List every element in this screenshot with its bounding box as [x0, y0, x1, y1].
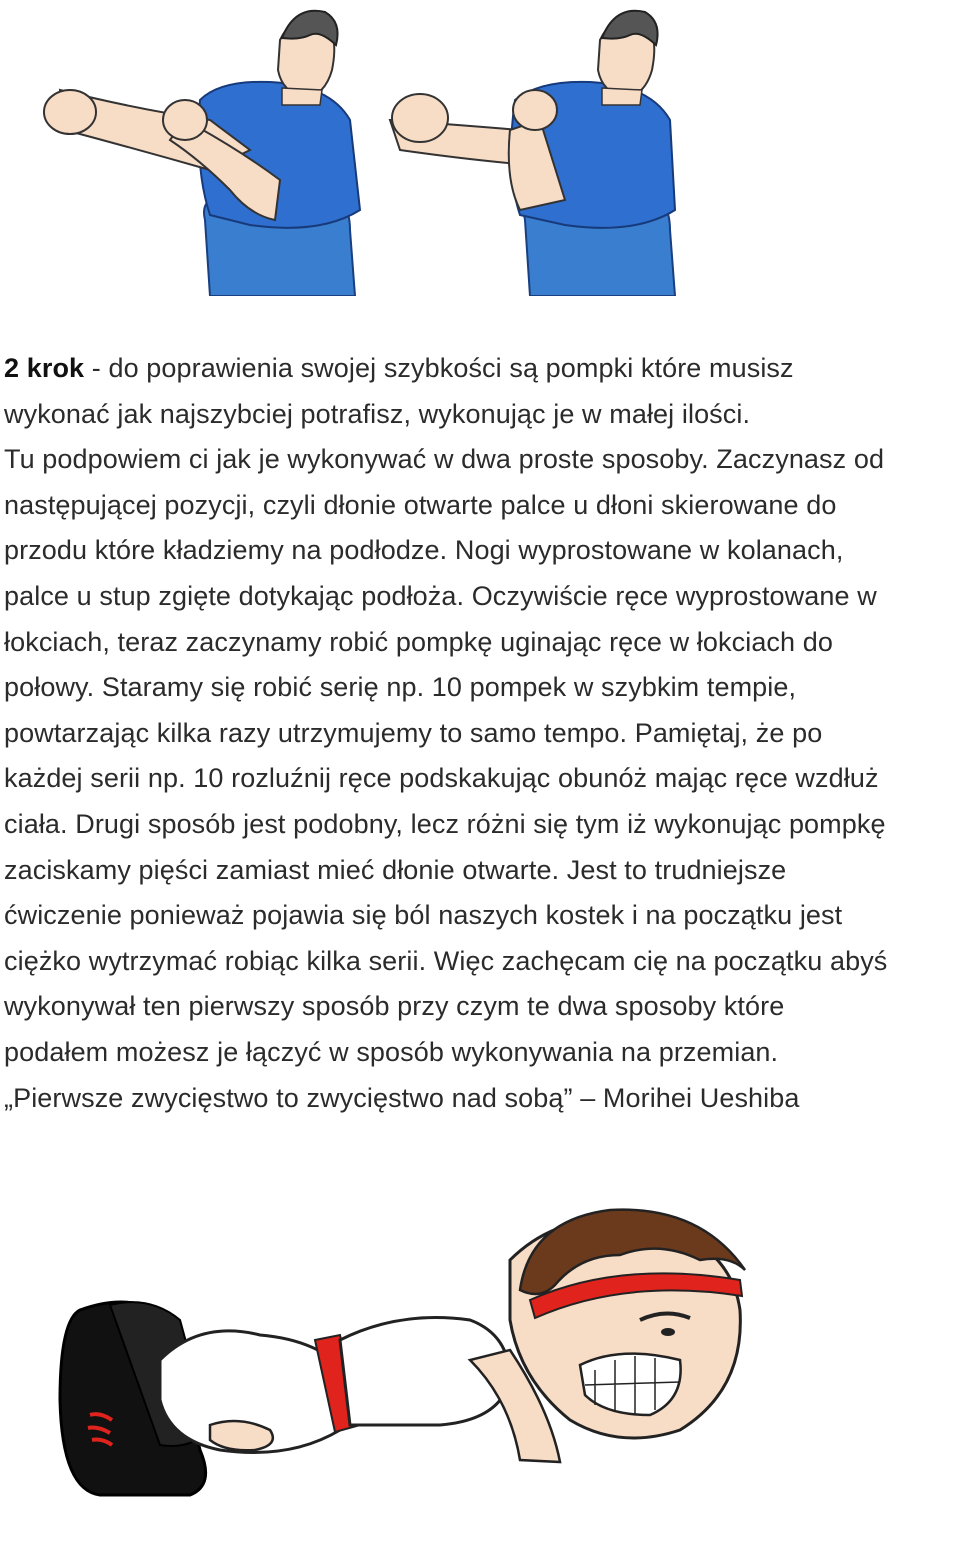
text-line: powtarzając kilka razy utrzymujemy to samo tempo. Pamiętaj, że po: [4, 717, 823, 748]
text-line: palce u stup zgięte dotykając podłoża. Oczywiście ręce wyprostowane w: [4, 580, 877, 611]
arm-stretch-figure-left: [44, 11, 360, 296]
pushup-cartoon-illustration: [40, 1200, 800, 1500]
arm-stretch-illustrations: [20, 0, 680, 296]
text-line: podałem możesz je łączyć w sposób wykonywania na przemian.: [4, 1036, 779, 1067]
text-line: ciężko wytrzymać robiąc kilka serii. Więc zachęcam cię na początku abyś: [4, 945, 888, 976]
text-line: wykonać jak najszybciej potrafisz, wykonując je w małej ilości.: [4, 398, 751, 429]
text-line: zaciskamy pięści zamiast mieć dłonie otwarte. Jest to trudniejsze: [4, 854, 787, 885]
text-line: ćwiczenie ponieważ pojawia się ból naszych kostek i na początku jest: [4, 900, 843, 931]
step-heading: 2 krok: [4, 353, 85, 383]
quote-line: „Pierwsze zwycięstwo to zwycięstwo nad sobą” – Morihei Ueshiba: [4, 1082, 800, 1113]
text-line: następującej pozycji, czyli dłonie otwarte palce u dłoni skierowane do: [4, 489, 837, 520]
text-line-1: 2 krok - do poprawienia swojej szybkości są pompki które musisz: [4, 353, 794, 383]
text-line: połowy. Staramy się robić serię np. 10 pompek w szybkim tempie,: [4, 672, 797, 703]
arm-stretch-figure-right: [390, 11, 675, 296]
text-line: ciała. Drugi sposób jest podobny, lecz różni się tym iż wykonując pompkę: [4, 808, 886, 839]
text-line: Tu podpowiem ci jak je wykonywać w dwa proste sposoby. Zaczynasz od: [4, 444, 885, 475]
article-text: [4, 346, 956, 1121]
text-line: łokciach, teraz zaczynamy robić pompkę uginając ręce w łokciach do: [4, 626, 833, 657]
text-line: wykonywał ten pierwszy sposób przy czym te dwa sposoby które: [4, 991, 785, 1022]
text-line: każdej serii np. 10 rozluźnij ręce podskakując obunóż mając ręce wzdłuż: [4, 763, 879, 794]
text-line: przodu które kładziemy na podłodze. Nogi wyprostowane w kolanach,: [4, 535, 844, 566]
